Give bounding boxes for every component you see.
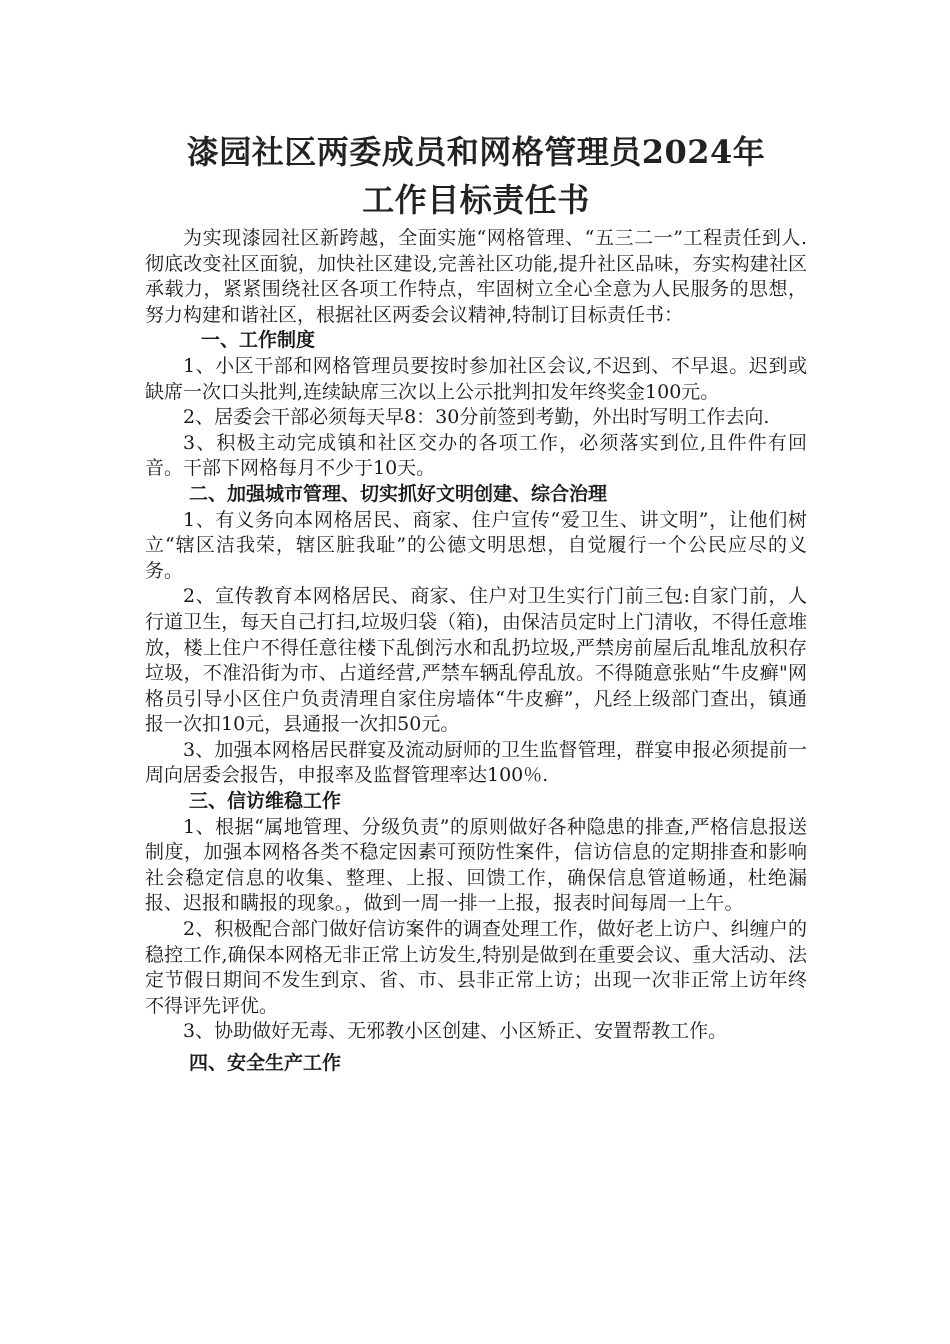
section-heading-safety-production: 四、安全生产工作: [189, 1052, 342, 1074]
section-heading-work-rules: 一、工作制度: [201, 329, 316, 352]
paragraph: 3、协助做好无毒、无邪教小区创建、小区矫正、安置帮教工作。: [183, 1020, 728, 1043]
document-title: [145, 128, 807, 224]
intro-paragraph: 为实现漆园社区新跨越，全面实施“网格管理、“五三二一”工程责任到人.彻底改变社区面貌，加快社区建设,完善社区功能,提升社区品味，夯实构建社区承载力，紧紧围绕社区各项工作特点，牢固树立全心全意为人民服务的思想，努力构建和谐社区，根据社区两委会议精神,特制订目标责任书：: [145, 227, 807, 326]
paragraph: 1、小区干部和网格管理员要按时参加社区会议,不迟到、不早退。迟到或缺席一次口头批判,连续缺席三次以上公示批判扣发年终奖金100元。: [145, 354, 807, 403]
paragraph: 1、有义务向本网格居民、商家、住户宣传“爱卫生、讲文明”，让他们树立“辖区洁我荣，辖区脏我耻”的公德文明思想，自觉履行一个公民应尽的义务。: [145, 508, 807, 582]
paragraph: 3、积极主动完成镇和社区交办的各项工作，必须落实到位,且件件有回音。干部下网格每月不少于10天。: [145, 431, 807, 480]
section-heading-petition-stability: 三、信访维稳工作: [189, 790, 342, 813]
title-line-1: 漆园社区两委成员和网格管理员2024年: [186, 133, 766, 171]
section-heading-city-management: 二、加强城市管理、切实抓好文明创建、综合治理: [189, 482, 608, 505]
paragraph: 3、加强本网格居民群宴及流动厨师的卫生监督管理，群宴申报必须提前一周向居委会报告，申报率及监督管理率达100％.: [145, 738, 807, 787]
document-body: [145, 226, 807, 1077]
paragraph: 2、居委会干部必须每天早8：30分前签到考勤，外出时写明工作去向.: [183, 406, 770, 429]
document-content: [145, 128, 807, 1077]
paragraph: 2、宣传教育本网格居民、商家、住户对卫生实行门前三包:自家门前，人行道卫生，每天自己打扫,垃圾归袋（箱)，由保洁员定时上门清收，不得任意堆放，楼上住户不得任意往楼下乱倒污水和乱扔垃圾,严禁房前屋后乱堆乱放积存垃圾，不准沿街为市、占道经营,严禁车辆乱停乱放。不得随意张贴“牛皮癣"网格员引导小区住户负责清理自家住房墙体“牛皮癣”，凡经上级部门查出，镇通报一次扣10元，县通报一次扣50元。: [145, 585, 807, 736]
paragraph: 1、根据“属地管理、分级负责”的原则做好各种隐患的排查,严格信息报送制度，加强本网格各类不稳定因素可预防性案件，信访信息的定期排查和影响社会稳定信息的收集、整理、上报、回馈工作，确保信息管道畅通，杜绝漏报、迟报和瞒报的现象。，做到一周一排一上报，报表时间每周一上午。: [145, 815, 807, 915]
paragraph: 2、积极配合部门做好信访案件的调查处理工作，做好老上访户、纠缠户的稳控工作,确保本网格无非正常上访发生,特别是做到在重要会议、重大活动、法定节假日期间不发生到京、省、市、县非正常上访；出现一次非正常上访年终不得评先评优。: [145, 918, 807, 1017]
title-line-2: 工作目标责任书: [362, 181, 590, 219]
